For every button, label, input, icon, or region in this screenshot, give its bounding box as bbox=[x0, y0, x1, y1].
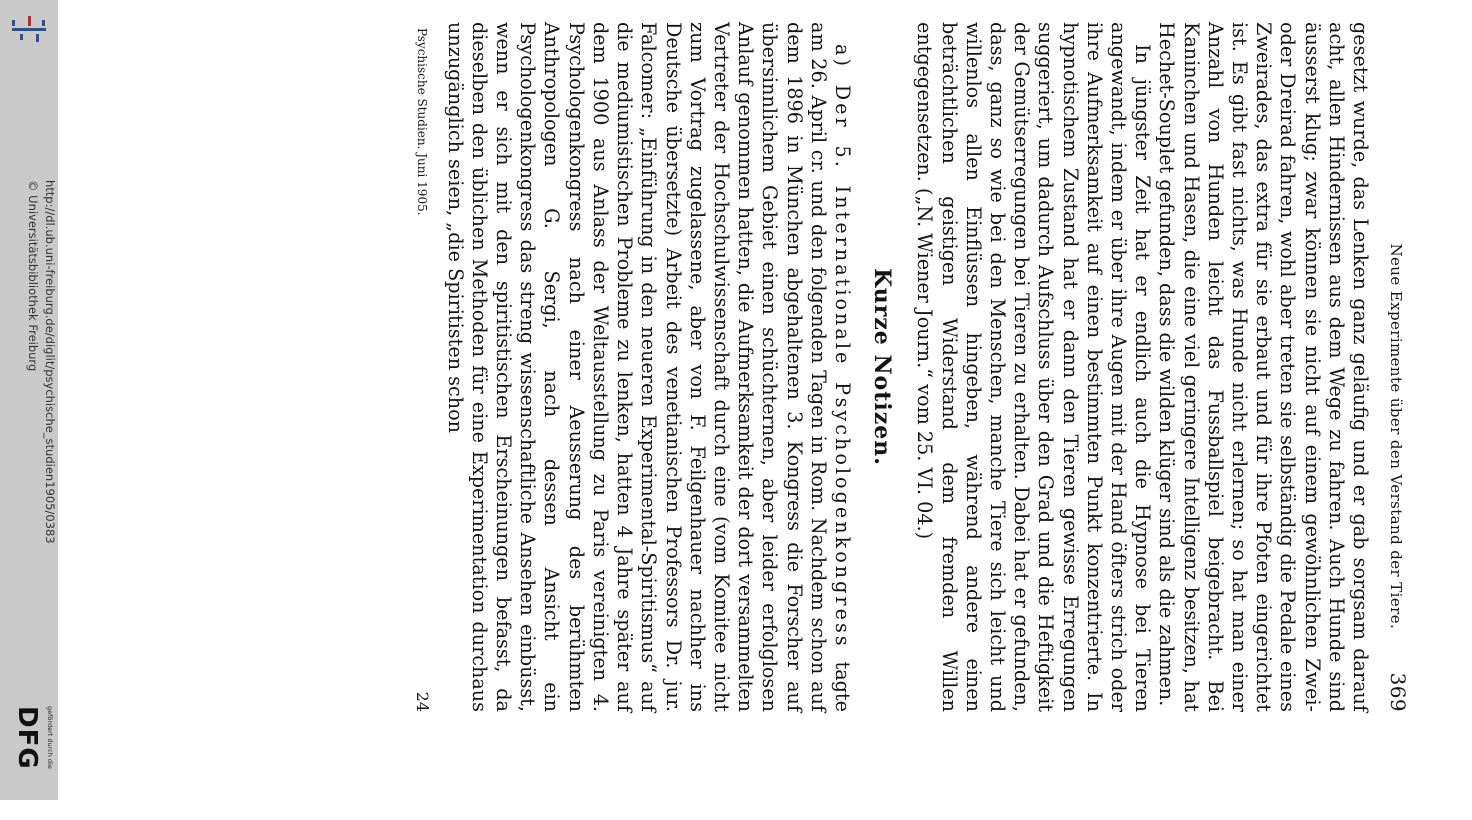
page-header bbox=[1372, 22, 1410, 712]
paragraph-3 bbox=[442, 22, 853, 712]
library-logo-icon bbox=[6, 8, 50, 52]
scanned-page bbox=[210, 22, 1410, 712]
page-number: 369 bbox=[1386, 672, 1410, 712]
dfg-logo bbox=[6, 706, 52, 796]
journal-footer: Psychische Studien. Juni 1905. bbox=[415, 28, 430, 216]
copyright-note: © Universitätsbibliothek Freiburg bbox=[26, 180, 40, 372]
body-text bbox=[442, 22, 1372, 712]
dfg-logo-icon: DFG bbox=[12, 706, 42, 770]
paragraph-2: In jüngster Zeit hat er endlich auch die Hypnose bei Tieren angewandt, indem er über ihre Augen mit der Hand öfters strich oder ihre Aufmerksamkeit auf einen bestimmten Punkt konzentrierte. In hypnotischem Zustand hat er dann den Tieren gewisse Erregungen suggeriert, um dadurch Aufschluss über den Grad und die Heftigkeit der Gemütserregungen bei Tieren zu erhalten. Dabei hat er gefunden, dass, ganz so wie bei den Menschen, manche Tiere sich leicht und willenlos allen Einflüssen hingeben, während andere einen beträchtlichen geistigen Widerstand dem fremden Willen entgegensetzen. („N. Wiener Journ.“ vom 25. VI. 04.) bbox=[913, 22, 1155, 712]
paragraph-1: gesetzt wurde, das Lenken ganz geläufig und er gab sorgsam darauf acht, allen Hindernissen aus dem Wege zu fahren. Auch Hunde sind äusserst klug; zwar können sie nicht auf einem gewöhnlichen Zwei- oder Dreirad fahren, wohl aber treten sie selbständig die Pedale eines Zweirades, das extra für sie erbaut und für ihre Pfoten eingerichtet ist. Es gibt fast nichts, was Hunde nicht erlernen; so hat man einer Anzahl von Hunden leicht das Fussballspiel beigebracht. Bei Kaninchen und Hasen, die eine viel geringere Intelligenz besitzen, hat Hechet-Souplet gefunden, dass die wilden klüger sind als die zahmen. bbox=[1155, 22, 1372, 712]
source-url[interactable]: http://dl.ub.uni-freiburg.de/diglit/psychische_studien1905/0383 bbox=[43, 180, 57, 544]
paragraph-3-body: tagte am 26. April cr. und den folgenden Tagen in Rom. Nachdem schon auf dem 1896 in München abgehaltenen 3. Kongress die Forscher auf übersinnlichem Gebiet einen schüchternen, aber leider erfolglosen Anlauf genommen hatten, die Aufmerksamkeit der dort versammelten Vertreter der Hochschulwissenschaft durch eine (vom Komitee nicht zum Vortrag zugelassene, aber von F. Feilgenhauer nachher ins Deutsche übersetzte) Arbeit des venetianischen Professors Dr. jur. Falcomer: „Einführung in den neueren Experimental-Spiritismus“ auf die mediumistischen Probleme zu lenken, hatten 4 Jahre später auf dem 1900 aus Anlass der Weltausstellung zu Paris vereinigten 4. Psychologenkongress nach einer Aeusserung des berühmten Anthropologen G. Sergi, nach dessen Ansicht ein Psychologenkongress das streng wissenschaftliche Ansehen einbüsst, wenn er sich mit den spiritistischen Erscheinungen befasst, da dieselben den üblichen Methoden für eine Experimentation durchaus unzugänglich seien, „die Spiritisten schon bbox=[443, 22, 854, 712]
sponsor-note: gefördert durch die bbox=[46, 706, 54, 769]
viewer-sidebar bbox=[0, 0, 58, 800]
running-title: Neue Experimente über den Verstand der Tiere. bbox=[1387, 243, 1405, 630]
section-heading: Kurze Notizen. bbox=[869, 268, 896, 466]
paragraph-3-lead: a) Der 5. Internationale Psychologenkongress bbox=[830, 44, 854, 649]
signature-mark: 24 bbox=[413, 691, 433, 712]
page-footer bbox=[410, 22, 434, 712]
